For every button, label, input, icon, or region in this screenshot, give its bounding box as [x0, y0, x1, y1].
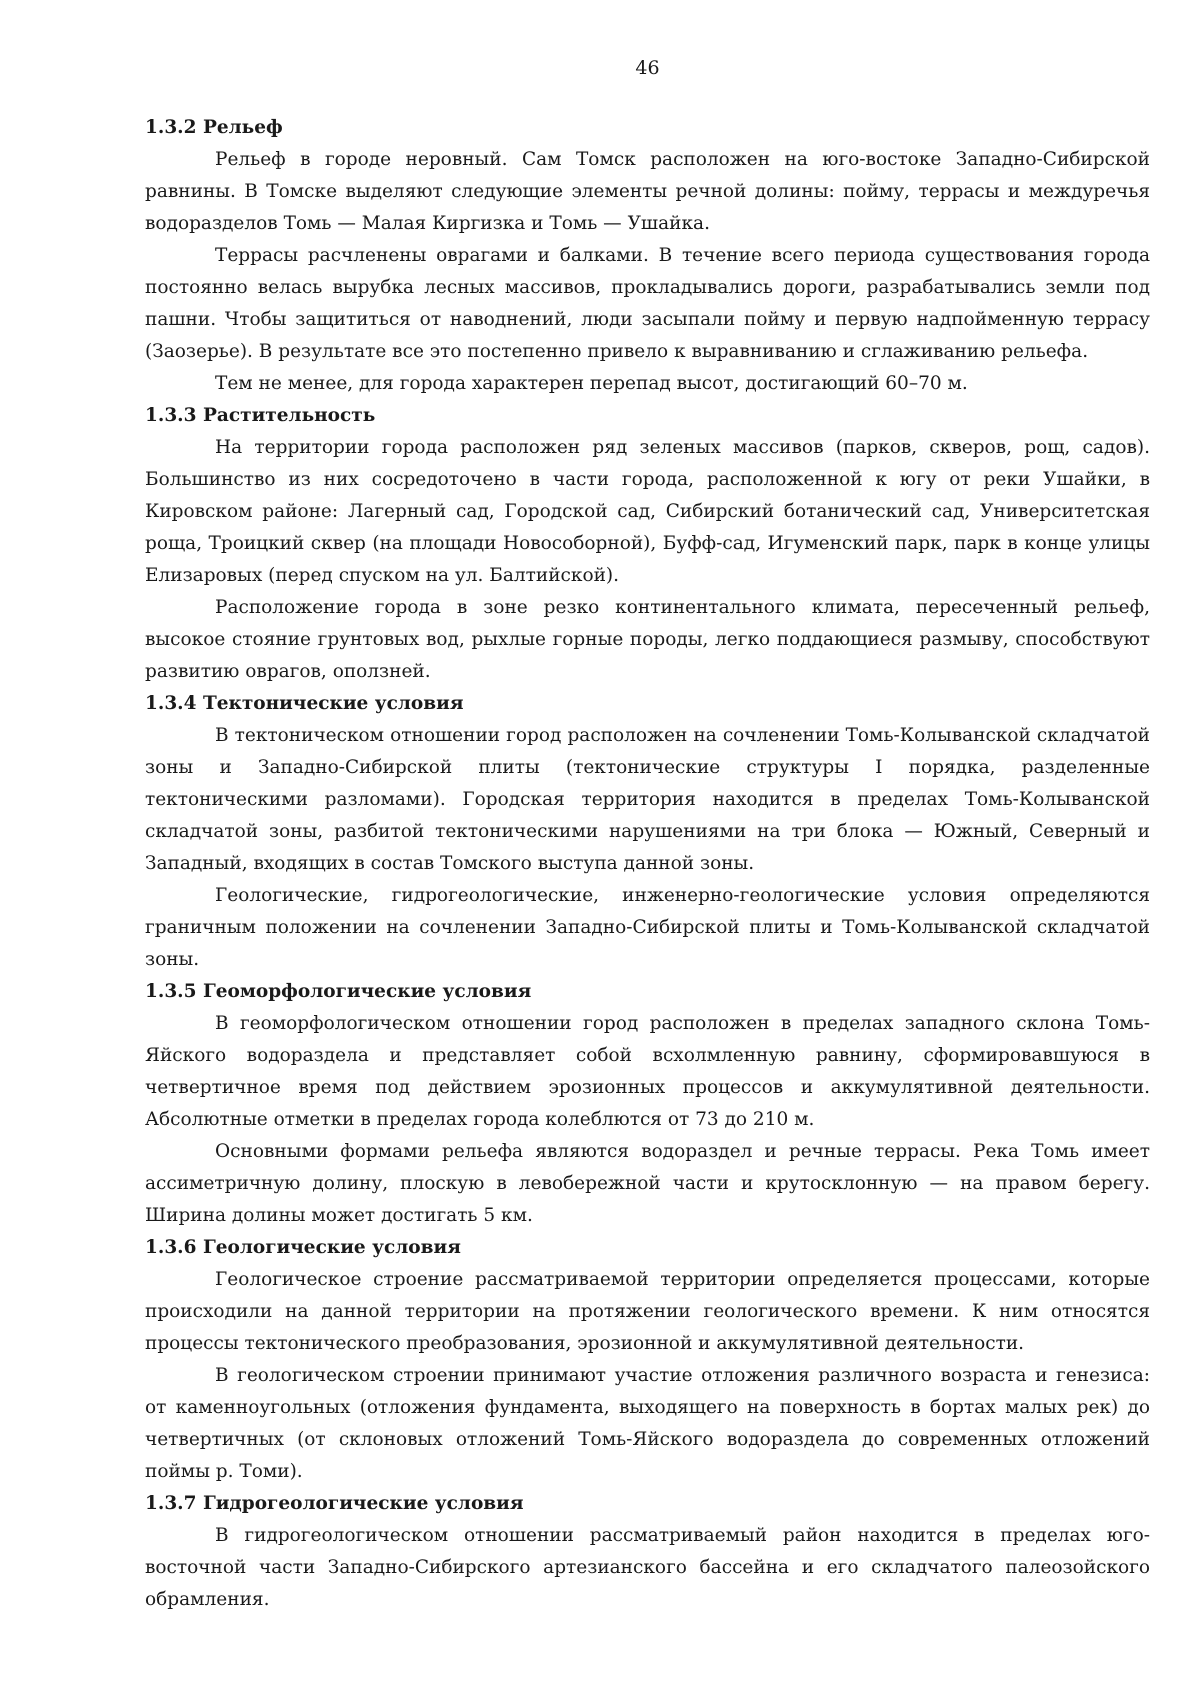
paragraph: В тектоническом отношении город расположен на сочленении Томь-Колыванской складчатой зоны и Западно-Сибирской плиты (тектонические структуры I порядка, разделенные тектоническими разломами). Городская территория находится в пределах Томь-Колыванской складчатой зоны, разбитой тектоническими нарушениями на три блока — Южный, Северный и Западный, входящих в состав Томского выступа данной зоны.: [145, 725, 1150, 874]
paragraph: Геологическое строение рассматриваемой территории определяется процессами, которые происходили на данной территории на протяжении геологического времени. К ним относятся процессы тектонического преобразования, эрозионной и аккумулятивной деятельности.: [145, 1269, 1150, 1354]
document-page: [145, 52, 1150, 1616]
section-relief: [145, 112, 1150, 400]
paragraph: Основными формами рельефа являются водораздел и речные террасы. Река Томь имеет ассиметричную долину, плоскую в левобережной части и крутосклонную — на правом берегу. Ширина долины может достигать 5 км.: [145, 1141, 1150, 1226]
paragraph: В геологическом строении принимают участие отложения различного возраста и генезиса: от каменноугольных (отложения фундамента, выходящего на поверхность в бортах малых рек) до четвертичных (от склоновых отложений Томь-Яйского водораздела до современных отложений поймы р. Томи).: [145, 1365, 1150, 1482]
paragraph: Рельеф в городе неровный. Сам Томск расположен на юго-востоке Западно-Сибирской равнины. В Томске выделяют следующие элементы речной долины: пойму, террасы и междуречья водоразделов Томь — Малая Киргизка и Томь — Ушайка.: [145, 149, 1150, 234]
paragraph: В гидрогеологическом отношении рассматриваемый район находится в пределах юго-восточной части Западно-Сибирского артезианского бассейна и его складчатого палеозойского обрамления.: [145, 1525, 1150, 1610]
section-tectonic: [145, 688, 1150, 976]
paragraph: Геологические, гидрогеологические, инженерно-геологические условия определяются граничным положении на сочленении Западно-Сибирской плиты и Томь-Колыванской складчатой зоны.: [145, 885, 1150, 970]
paragraph: В геоморфологическом отношении город расположен в пределах западного склона Томь-Яйского водораздела и представляет собой всхолмленную равнину, сформировавшуюся в четвертичное время под действием эрозионных процессов и аккумулятивной деятельности. Абсолютные отметки в пределах города колеблются от 73 до 210 м.: [145, 1013, 1150, 1130]
section-heading: 1.3.2 Рельеф: [145, 117, 283, 138]
section-hydrogeology: [145, 1488, 1150, 1616]
page-number: 46: [635, 57, 660, 79]
section-vegetation: [145, 400, 1150, 688]
section-geomorphology: [145, 976, 1150, 1232]
paragraph: Тем не менее, для города характерен перепад высот, достигающий 60–70 м.: [215, 373, 968, 394]
paragraph: Расположение города в зоне резко континентального климата, пересеченный рельеф, высокое стояние грунтовых вод, рыхлые горные породы, легко поддающиеся размыву, способствуют развитию оврагов, оползней.: [145, 597, 1150, 682]
section-heading: 1.3.3 Растительность: [145, 405, 376, 426]
section-geology: [145, 1232, 1150, 1488]
section-heading: 1.3.4 Тектонические условия: [145, 693, 464, 714]
section-heading: 1.3.7 Гидрогеологические условия: [145, 1493, 524, 1514]
paragraph: Террасы расчленены оврагами и балками. В течение всего периода существования города постоянно велась вырубка лесных массивов, прокладывались дороги, разрабатывались земли под пашни. Чтобы защититься от наводнений, люди засыпали пойму и первую надпойменную террасу (Заозерье). В результате все это постепенно привело к выравниванию и сглаживанию рельефа.: [145, 245, 1150, 362]
section-heading: 1.3.6 Геологические условия: [145, 1237, 461, 1258]
paragraph: На территории города расположен ряд зеленых массивов (парков, скверов, рощ, садов). Большинство из них сосредоточено в части города, расположенной к югу от реки Ушайки, в Кировском районе: Лагерный сад, Городской сад, Сибирский ботанический сад, Университетская роща, Троицкий сквер (на площади Новособорной), Буфф-сад, Игуменский парк, парк в конце улицы Елизаровых (перед спуском на ул. Балтийской).: [145, 437, 1150, 586]
section-heading: 1.3.5 Геоморфологические условия: [145, 981, 532, 1002]
